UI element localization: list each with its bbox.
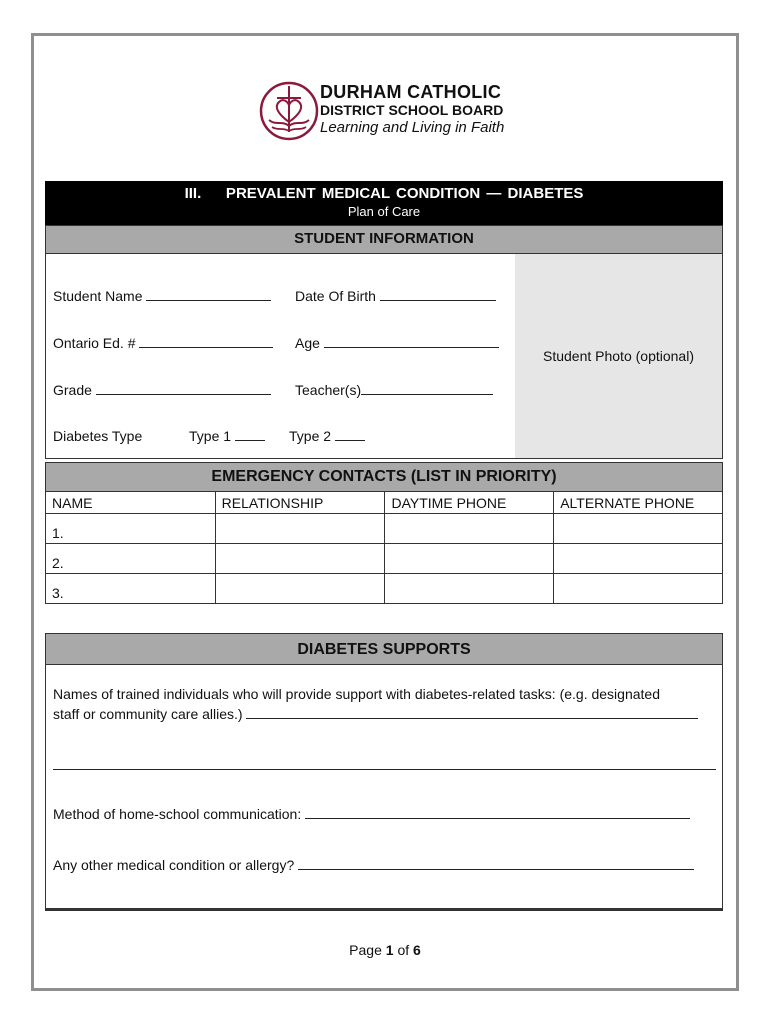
page-of: of [397, 942, 410, 958]
student-name-input[interactable] [146, 289, 271, 301]
type2-label: Type 2 [289, 428, 332, 444]
trained-individuals-input[interactable] [246, 707, 698, 719]
date-of-birth-input[interactable] [380, 289, 496, 301]
contact-name-cell[interactable]: 2. [46, 544, 216, 574]
contact-alternate-phone-cell[interactable] [554, 514, 723, 544]
contact-relationship-cell[interactable] [215, 574, 385, 604]
contact-daytime-phone-cell[interactable] [385, 514, 554, 544]
trained-individuals-line1: Names of trained individuals who will provide support with diabetes-related tasks: (e.g. designated [53, 686, 660, 702]
other-condition-input[interactable] [298, 858, 694, 870]
ontario-ed-input[interactable] [139, 336, 273, 348]
diabetes-supports-heading: DIABETES SUPPORTS [45, 633, 723, 665]
home-school-communication-input[interactable] [305, 807, 690, 819]
contact-relationship-cell[interactable] [215, 544, 385, 574]
emergency-contacts-table [45, 491, 723, 604]
column-header-relationship: RELATIONSHIP [215, 492, 385, 514]
other-condition-field[interactable] [53, 857, 694, 873]
page-total: 6 [413, 942, 421, 958]
student-photo-label: Student Photo (optional) [543, 348, 694, 364]
column-header-alternate-phone: ALTERNATE PHONE [554, 492, 723, 514]
student-info-heading: STUDENT INFORMATION [45, 225, 723, 254]
contact-alternate-phone-cell[interactable] [554, 574, 723, 604]
type1-label: Type 1 [189, 428, 232, 444]
title-bar [45, 181, 723, 225]
form-subtitle: Plan of Care [347, 204, 421, 219]
type2-field[interactable] [289, 428, 365, 444]
dcdsb-logo [258, 80, 320, 142]
age-field[interactable] [295, 335, 499, 351]
trained-individuals-text [53, 684, 718, 724]
page-number [0, 942, 770, 958]
contact-alternate-phone-cell[interactable] [554, 544, 723, 574]
student-name-field[interactable] [53, 288, 271, 304]
student-name-label: Student Name [53, 288, 143, 304]
contact-name-cell[interactable]: 1. [46, 514, 216, 544]
grade-field[interactable] [53, 382, 271, 398]
type2-input[interactable] [335, 429, 365, 441]
teachers-input[interactable] [361, 383, 493, 395]
teachers-label: Teacher(s) [295, 382, 362, 398]
org-tagline: Learning and Living in Faith [320, 119, 505, 136]
column-header-name: NAME [46, 492, 216, 514]
type1-input[interactable] [235, 429, 265, 441]
date-of-birth-label: Date Of Birth [295, 288, 376, 304]
table-row [46, 514, 723, 544]
org-name-line1: DURHAM CATHOLIC [320, 82, 502, 102]
table-header-row [46, 492, 723, 514]
date-of-birth-field[interactable] [295, 288, 496, 304]
logo-text [320, 82, 504, 137]
contact-daytime-phone-cell[interactable] [385, 544, 554, 574]
student-photo-area[interactable] [515, 254, 722, 458]
home-school-communication-field[interactable] [53, 806, 690, 822]
contact-daytime-phone-cell[interactable] [385, 574, 554, 604]
grade-input[interactable] [96, 383, 271, 395]
form-title: III. PREVALENT MEDICAL CONDITION — DIABETES [184, 185, 584, 202]
logo-emblem-icon [258, 80, 320, 142]
column-header-daytime-phone: DAYTIME PHONE [385, 492, 554, 514]
page-prefix: Page [349, 942, 382, 958]
trained-individuals-line2-row [53, 704, 718, 724]
contact-relationship-cell[interactable] [215, 514, 385, 544]
age-input[interactable] [324, 336, 499, 348]
type1-field[interactable] [189, 428, 265, 444]
diabetes-type-label: Diabetes Type [53, 428, 143, 444]
org-name-line2: DISTRICT SCHOOL BOARD [320, 102, 504, 118]
trained-individuals-extra-line[interactable] [53, 769, 716, 770]
table-row [46, 544, 723, 574]
contact-name-cell[interactable]: 3. [46, 574, 216, 604]
trained-individuals-line2: staff or community care allies.) [53, 706, 243, 722]
ontario-ed-field[interactable] [53, 335, 273, 351]
other-condition-label: Any other medical condition or allergy? [53, 857, 295, 873]
page-current: 1 [385, 942, 394, 958]
teachers-field[interactable] [295, 382, 493, 398]
grade-label: Grade [53, 382, 92, 398]
ontario-ed-label: Ontario Ed. # [53, 335, 136, 351]
table-row [46, 574, 723, 604]
age-label: Age [295, 335, 320, 351]
home-school-communication-label: Method of home-school communication: [53, 806, 302, 822]
emergency-contacts-heading: EMERGENCY CONTACTS (LIST IN PRIORITY) [45, 462, 723, 492]
